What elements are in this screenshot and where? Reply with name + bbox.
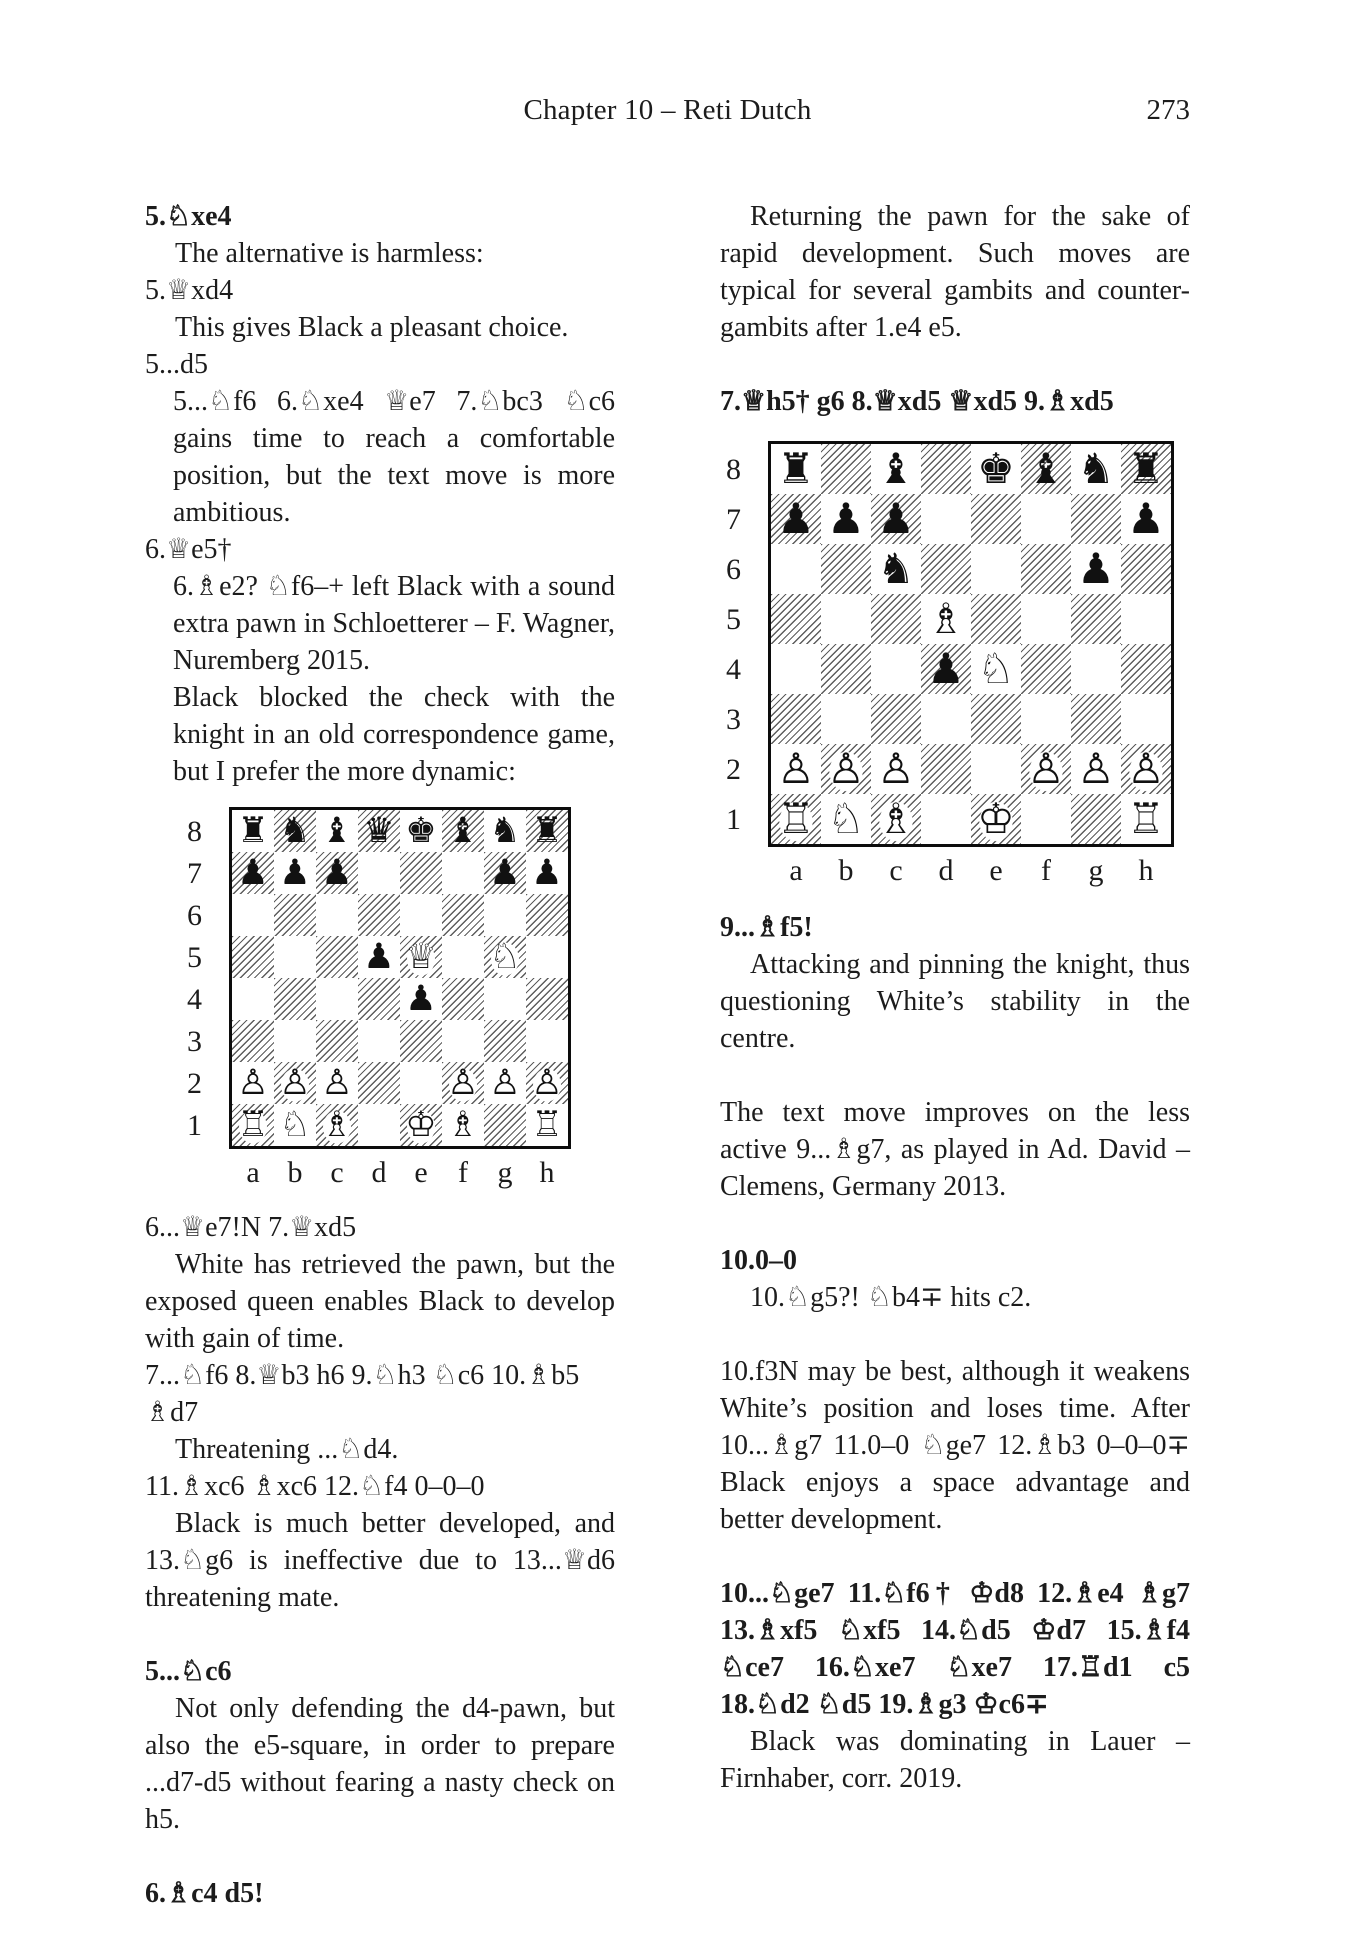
board-square <box>1071 794 1121 844</box>
black-piece: ♟ <box>877 494 915 543</box>
board-square <box>484 1104 526 1146</box>
board-square <box>400 1062 442 1104</box>
black-piece: ♟ <box>1127 494 1165 543</box>
board-square <box>232 1020 274 1062</box>
board-square <box>358 894 400 936</box>
file-label: f <box>1041 853 1051 887</box>
board-square <box>921 694 971 744</box>
file-label: c <box>330 1155 344 1189</box>
board-square <box>274 852 316 894</box>
board-square <box>442 852 484 894</box>
black-piece: ♜ <box>531 810 563 851</box>
board-square <box>871 544 921 594</box>
board-square <box>526 810 568 852</box>
black-piece: ♚ <box>977 444 1015 493</box>
board-square <box>871 744 921 794</box>
board-square <box>274 894 316 936</box>
white-piece: ♗ <box>927 594 965 643</box>
board-square <box>358 1020 400 1062</box>
board-square <box>871 694 921 744</box>
white-piece: ♔ <box>977 794 1015 843</box>
board-square <box>971 444 1021 494</box>
black-piece: ♟ <box>777 494 815 543</box>
board-square <box>921 794 971 844</box>
board-square <box>771 644 821 694</box>
board-square <box>1121 594 1171 644</box>
black-piece: ♟ <box>321 852 353 893</box>
commentary: White has retrieved the pawn, but the exposed queen enables Black to develop with gain of time. <box>145 1249 615 1354</box>
board-square <box>1121 794 1171 844</box>
board-square <box>971 594 1021 644</box>
white-piece: ♗ <box>321 1104 353 1145</box>
file-label: e <box>989 853 1003 887</box>
rank-label: 7 <box>187 856 202 890</box>
black-piece: ♟ <box>1077 544 1115 593</box>
black-piece: ♞ <box>279 810 311 851</box>
board-square <box>1021 494 1071 544</box>
board-square <box>1071 694 1121 744</box>
black-piece: ♟ <box>237 852 269 893</box>
white-piece: ♙ <box>777 744 815 793</box>
black-piece: ♜ <box>237 810 269 851</box>
commentary: Threatening ...♘d4. <box>175 1434 399 1465</box>
move-line: 11.♗xc6 ♗xc6 12.♘f4 0–0–0 <box>145 1471 485 1502</box>
board-square <box>821 744 871 794</box>
board-square <box>274 978 316 1020</box>
board-square <box>484 1020 526 1062</box>
board-square <box>232 936 274 978</box>
board-square <box>442 1104 484 1146</box>
variation-note: Black blocked the check with the knight in an old correspondence game, but I prefer the more dynamic: <box>173 682 615 787</box>
black-piece: ♟ <box>927 644 965 693</box>
board-square <box>1121 444 1171 494</box>
board-square <box>442 1020 484 1062</box>
board-square <box>526 852 568 894</box>
board-square <box>484 810 526 852</box>
board-square <box>821 694 871 744</box>
board-square <box>1021 444 1071 494</box>
move-line: 6...♕e7!N 7.♕xd5 <box>145 1212 357 1243</box>
move-line: 10...♘ge7 11.♘f6† ♔d8 12.♗e4 ♗g7 13.♗xf5 ♘xf5 14.♘d5 ♔d7 15.♗f4 ♘ce7 16.♘xe7 ♘xe7 17.♖d1 c5 18.♘d2 ♘d5 19.♗g3 ♔c6∓ <box>720 1578 1190 1720</box>
white-piece: ♙ <box>279 1062 311 1103</box>
board-square <box>971 544 1021 594</box>
variation-note: 6.♗e2? ♘f6–+ left Black with a sound extra pawn in Schloetterer – F. Wagner, Nuremberg 2015. <box>173 571 615 676</box>
chess-diagram-1 <box>187 807 615 1195</box>
rank-label: 4 <box>726 652 741 686</box>
board-square <box>971 744 1021 794</box>
board-square <box>871 644 921 694</box>
board-square <box>526 1062 568 1104</box>
board-square <box>400 810 442 852</box>
board-square <box>526 978 568 1020</box>
board-square <box>316 894 358 936</box>
white-piece: ♙ <box>877 744 915 793</box>
rank-label: 1 <box>726 802 741 836</box>
board-square <box>1071 594 1121 644</box>
board-square <box>1071 744 1121 794</box>
file-label: g <box>1088 853 1104 887</box>
commentary: Returning the pawn for the sake of rapid development. Such moves are typical for several gambits and counter-gambits after 1.e4 e5. <box>720 201 1190 343</box>
board-square <box>971 494 1021 544</box>
board-square <box>921 644 971 694</box>
file-label: b <box>838 853 854 887</box>
move-line: 9...♗f5! <box>720 912 813 943</box>
board-square <box>484 936 526 978</box>
board-square <box>358 978 400 1020</box>
black-piece: ♞ <box>1077 444 1115 493</box>
board-square <box>274 810 316 852</box>
white-piece: ♖ <box>237 1104 269 1145</box>
file-label: a <box>246 1155 260 1189</box>
board-square <box>971 794 1021 844</box>
page-number: 273 <box>1146 94 1190 126</box>
variation-note: 10.♘g5?! ♘b4∓ hits c2. <box>750 1282 1032 1313</box>
board-square <box>1121 494 1171 544</box>
rank-label: 7 <box>726 502 741 536</box>
variation-note: 5...♘f6 6.♘xe4 ♕e7 7.♘bc3 ♘c6 gains time to reach a comfortable position, but the text move is more ambitious. <box>173 386 615 528</box>
board-square <box>526 936 568 978</box>
move-line: 5.♘xe4 <box>145 201 232 232</box>
black-piece: ♟ <box>531 852 563 893</box>
board-square <box>316 810 358 852</box>
board-square <box>771 594 821 644</box>
board <box>229 807 571 1149</box>
board-square <box>316 978 358 1020</box>
board-square <box>316 852 358 894</box>
file-label: c <box>889 853 903 887</box>
board-square <box>232 978 274 1020</box>
board-square <box>442 894 484 936</box>
move-line: 7...♘f6 8.♕b3 h6 9.♘h3 ♘c6 10.♗b5 ♗d7 <box>145 1360 580 1428</box>
commentary: Black is much better developed, and 13.♘g6 is ineffective due to 13...♕d6 threatening mate. <box>145 1508 615 1613</box>
board-square <box>1071 494 1121 544</box>
board-square <box>1021 644 1071 694</box>
board-square <box>921 444 971 494</box>
commentary: Black was dominating in Lauer – Firnhaber, corr. 2019. <box>720 1726 1190 1794</box>
white-piece: ♙ <box>321 1062 353 1103</box>
black-piece: ♜ <box>777 444 815 493</box>
board-square <box>232 1104 274 1146</box>
white-piece: ♙ <box>1027 744 1065 793</box>
rank-label: 6 <box>187 898 202 932</box>
white-piece: ♙ <box>827 744 865 793</box>
left-column <box>145 198 615 1912</box>
text-columns <box>145 198 1190 1912</box>
board-square <box>771 494 821 544</box>
board-square <box>232 894 274 936</box>
board-square <box>400 1104 442 1146</box>
move-line: 5...♘c6 <box>145 1656 232 1687</box>
white-piece: ♙ <box>489 1062 521 1103</box>
board-square <box>484 852 526 894</box>
board-square <box>442 1062 484 1104</box>
board-square <box>871 794 921 844</box>
white-piece: ♘ <box>489 936 521 977</box>
board-square <box>771 744 821 794</box>
board-square <box>358 852 400 894</box>
board-square <box>871 444 921 494</box>
board-square <box>274 936 316 978</box>
file-label: g <box>497 1155 513 1189</box>
white-piece: ♖ <box>1127 794 1165 843</box>
white-piece: ♘ <box>827 794 865 843</box>
chess-diagram-2 <box>726 441 1190 893</box>
rank-label: 3 <box>187 1024 202 1058</box>
board-square <box>442 978 484 1020</box>
board-square <box>1071 544 1121 594</box>
board-square <box>316 1062 358 1104</box>
black-piece: ♛ <box>363 810 395 851</box>
board-square <box>1121 644 1171 694</box>
board-square <box>442 936 484 978</box>
board-square <box>921 744 971 794</box>
commentary: The text move improves on the less active 9...♗g7, as played in Ad. David – Clemens, Germany 2013. <box>720 1097 1190 1202</box>
board-square <box>274 1104 316 1146</box>
white-piece: ♔ <box>405 1104 437 1145</box>
rank-label: 5 <box>187 940 202 974</box>
rank-label: 3 <box>726 702 741 736</box>
board-square <box>442 810 484 852</box>
board-square <box>1021 544 1071 594</box>
white-piece: ♗ <box>447 1104 479 1145</box>
file-label: h <box>1138 853 1154 887</box>
board-square <box>316 1020 358 1062</box>
file-label: e <box>414 1155 428 1189</box>
board-square <box>871 594 921 644</box>
white-piece: ♗ <box>877 794 915 843</box>
board-square <box>484 978 526 1020</box>
move-line: 7.♕h5† g6 8.♕xd5 ♕xd5 9.♗xd5 <box>720 386 1114 417</box>
board-square <box>821 644 871 694</box>
black-piece: ♝ <box>1027 444 1065 493</box>
board-square <box>526 1104 568 1146</box>
black-piece: ♟ <box>363 936 395 977</box>
commentary: Attacking and pinning the knight, thus questioning White’s stability in the centre. <box>720 949 1190 1054</box>
black-piece: ♝ <box>321 810 353 851</box>
black-piece: ♟ <box>827 494 865 543</box>
board-square <box>484 1062 526 1104</box>
rank-label: 1 <box>187 1108 202 1142</box>
black-piece: ♞ <box>489 810 521 851</box>
board-square <box>771 694 821 744</box>
board-square <box>484 894 526 936</box>
board-square <box>232 852 274 894</box>
rank-label: 4 <box>187 982 202 1016</box>
board-square <box>821 494 871 544</box>
white-piece: ♖ <box>777 794 815 843</box>
board-square <box>400 1020 442 1062</box>
board-square <box>921 594 971 644</box>
board-square <box>358 1062 400 1104</box>
white-piece: ♙ <box>1127 744 1165 793</box>
board-square <box>400 894 442 936</box>
board-square <box>1021 694 1071 744</box>
black-piece: ♟ <box>489 852 521 893</box>
board-square <box>316 936 358 978</box>
board-square <box>526 1020 568 1062</box>
file-label: a <box>789 853 803 887</box>
board-square <box>921 544 971 594</box>
board-square <box>821 544 871 594</box>
board <box>768 441 1174 847</box>
board-square <box>1121 694 1171 744</box>
white-piece: ♘ <box>279 1104 311 1145</box>
move-line: 10.0–0 <box>720 1245 797 1276</box>
white-piece: ♖ <box>531 1104 563 1145</box>
rank-label: 5 <box>726 602 741 636</box>
board-square <box>821 594 871 644</box>
chapter-title: Chapter 10 – Reti Dutch <box>523 94 812 126</box>
white-piece: ♕ <box>405 936 437 977</box>
right-column <box>720 198 1190 1797</box>
board-square <box>771 794 821 844</box>
commentary: This gives Black a pleasant choice. <box>175 312 569 343</box>
board-square <box>526 894 568 936</box>
black-piece: ♝ <box>877 444 915 493</box>
file-label: h <box>539 1155 555 1189</box>
black-piece: ♞ <box>877 544 915 593</box>
commentary: Not only defending the d4-pawn, but also the e5-square, in order to prepare ...d7-d5 without fearing a nasty check on h5. <box>145 1693 615 1835</box>
board-square <box>771 444 821 494</box>
white-piece: ♙ <box>531 1062 563 1103</box>
board-square <box>1021 744 1071 794</box>
black-piece: ♟ <box>279 852 311 893</box>
board-square <box>771 544 821 594</box>
board-square <box>316 1104 358 1146</box>
board-square <box>1071 644 1121 694</box>
file-label: d <box>938 853 954 887</box>
white-piece: ♘ <box>977 644 1015 693</box>
file-label: d <box>371 1155 387 1189</box>
board-square <box>1021 794 1071 844</box>
board-square <box>821 444 871 494</box>
board-square <box>358 1104 400 1146</box>
black-piece: ♚ <box>405 810 437 851</box>
board-square <box>232 1062 274 1104</box>
board-square <box>1021 594 1071 644</box>
rank-label: 2 <box>187 1066 202 1100</box>
file-label: f <box>458 1155 468 1189</box>
board-square <box>971 644 1021 694</box>
move-line: 5.♕xd4 <box>145 275 234 306</box>
board-square <box>1071 444 1121 494</box>
board-square <box>971 694 1021 744</box>
move-line: 6.♕e5† <box>145 534 232 565</box>
move-line: 5...d5 <box>145 349 208 380</box>
move-line: 6.♗c4 d5! <box>145 1878 264 1909</box>
rank-label: 6 <box>726 552 741 586</box>
commentary: The alternative is harmless: <box>175 238 484 269</box>
rank-label: 8 <box>187 814 202 848</box>
board-square <box>274 1062 316 1104</box>
board-square <box>358 810 400 852</box>
white-piece: ♙ <box>447 1062 479 1103</box>
board-square <box>821 794 871 844</box>
page-header <box>145 92 1190 132</box>
black-piece: ♟ <box>405 978 437 1019</box>
board-square <box>400 852 442 894</box>
rank-label: 8 <box>726 452 741 486</box>
file-label: b <box>287 1155 303 1189</box>
board-square <box>400 936 442 978</box>
white-piece: ♙ <box>237 1062 269 1103</box>
white-piece: ♙ <box>1077 744 1115 793</box>
black-piece: ♝ <box>447 810 479 851</box>
board-square <box>1121 744 1171 794</box>
rank-label: 2 <box>726 752 741 786</box>
board-square <box>400 978 442 1020</box>
board-square <box>1121 544 1171 594</box>
board-square <box>232 810 274 852</box>
board-square <box>871 494 921 544</box>
board-square <box>274 1020 316 1062</box>
black-piece: ♜ <box>1127 444 1165 493</box>
commentary: 10.f3N may be best, although it weakens White’s position and loses time. After 10...♗g7 11.0–0 ♘ge7 12.♗b3 0–0–0∓ Black enjoys a space advantage and better development. <box>720 1356 1190 1535</box>
board-square <box>358 936 400 978</box>
board-square <box>921 494 971 544</box>
